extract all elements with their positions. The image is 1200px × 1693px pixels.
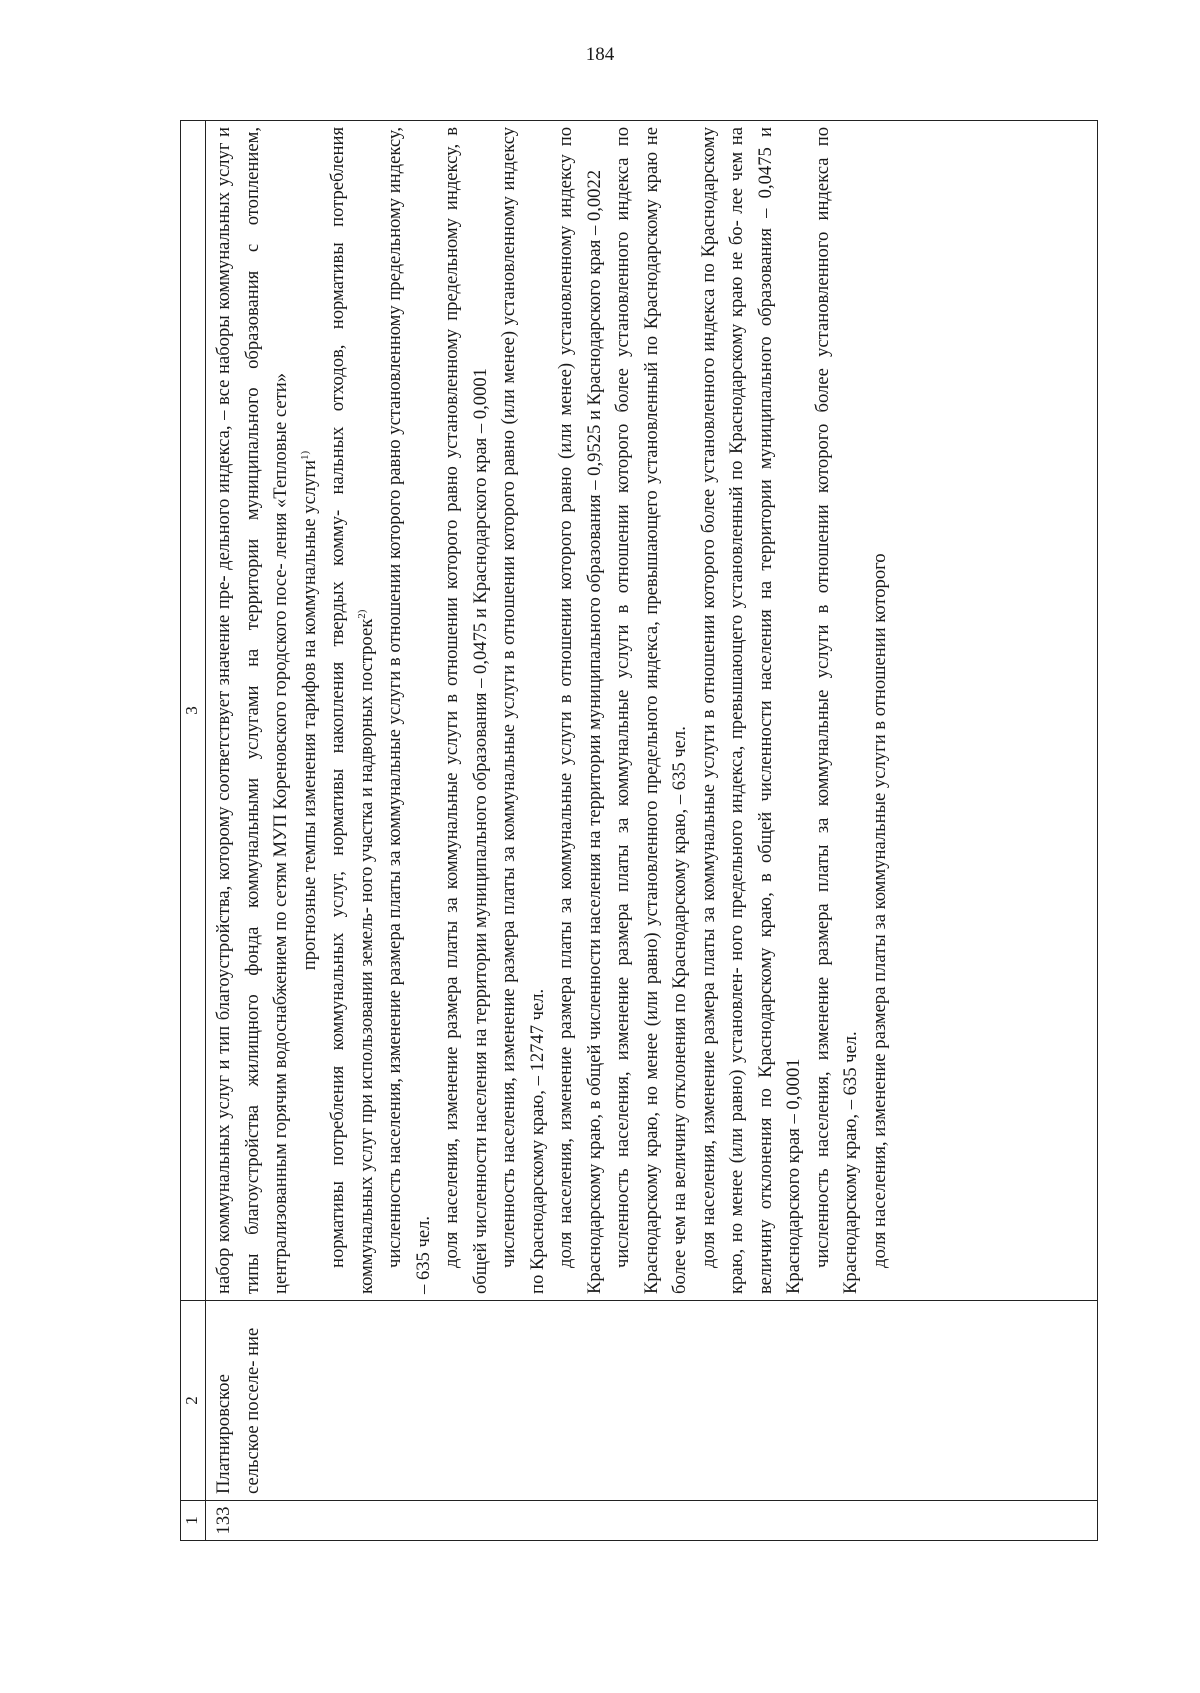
column-header-1: 1 (181, 1501, 206, 1541)
paragraph: доля населения, изменение размера платы за коммунальные услуги в отношении которого равно (или менее) установленному индексу по Краснодарскому краю, в общей численности населения на территории муниципального образования – 0,9525 и Краснодарского края – 0,0022 (555, 127, 605, 1294)
data-table (180, 120, 1098, 1541)
paragraph: доля населения, изменение размера платы за коммунальные услуги в отношении которого (868, 553, 890, 1268)
table-row (206, 121, 1098, 1541)
page-number: 184 (585, 44, 615, 65)
paragraph: численность населения, изменение размера платы за коммунальные услуги в отношении которого равно установленному предельному индексу, – 635 чел. (384, 127, 434, 1294)
table-header-row (181, 121, 206, 1541)
column-header-2: 2 (181, 1301, 206, 1501)
rotated-page-content (180, 121, 1098, 1541)
paragraph: численность населения, изменение размера платы за коммунальные услуги в отношении которого более установленного индекса по Краснодарскому краю, но менее (или равно) установленного предельного индекса, превышающего установленный по Краснодарскому краю не более чем на величину отклонения по Краснодарскому краю, – 635 чел. (612, 127, 690, 1294)
description-cell (206, 121, 1098, 1301)
settlement-name: Платнировское сельское поселе- ние (206, 1301, 1098, 1501)
paragraph: набор коммунальных услуг и тип благоустройства, которому соответствует значение пре- дельного индекса, – все наборы коммунальных услуг и типы благоустройства жилищного фонда коммунальными услугами на территории муниципального образования с отоплением, централизованным горячим водоснабжением по сетям МУП Кореновского городского посе- ления «Тепловые сети» (213, 127, 291, 1294)
column-header-3: 3 (181, 121, 206, 1301)
paragraph: численность населения, изменение размера платы за коммунальные услуги в отношении которого равно (или менее) установленному индексу по Краснодарскому краю, – 12747 чел. (498, 127, 548, 1294)
paragraph: доля населения, изменение размера платы за коммунальные услуги в отношении которого более установленного индекса по Краснодарскому краю, но менее (или равно) установлен- ного предельного индекса, превышающего установленный по Краснодарскому краю не бо- лее чем на величину отклонения по Краснодарскому краю, в общей численности населения на территории муниципального образования – 0,0475 и Краснодарского края – 0,0001 (697, 127, 804, 1294)
paragraph: нормативы потребления коммунальных услуг, нормативы накопления твердых комму- нальных отходов, нормативы потребления коммунальных услуг при использовании земель- ного участка и надворных построек$^{2)}$ (327, 127, 377, 1294)
row-number: 133 (206, 1501, 1098, 1541)
paragraph: численность населения, изменение размера платы за коммунальные услуги в отношении которого более установленного индекса по Краснодарскому краю, – 635 чел. (811, 127, 861, 1294)
paragraph: доля населения, изменение размера платы за коммунальные услуги в отношении которого равно установленному предельному индексу, в общей численности населения на территории муниципального образования – 0,0475 и Краснодарского края – 0,0001 (441, 127, 491, 1294)
paragraph: прогнозные темпы изменения тарифов на коммунальные услуги$^{1)}$ (298, 450, 320, 971)
